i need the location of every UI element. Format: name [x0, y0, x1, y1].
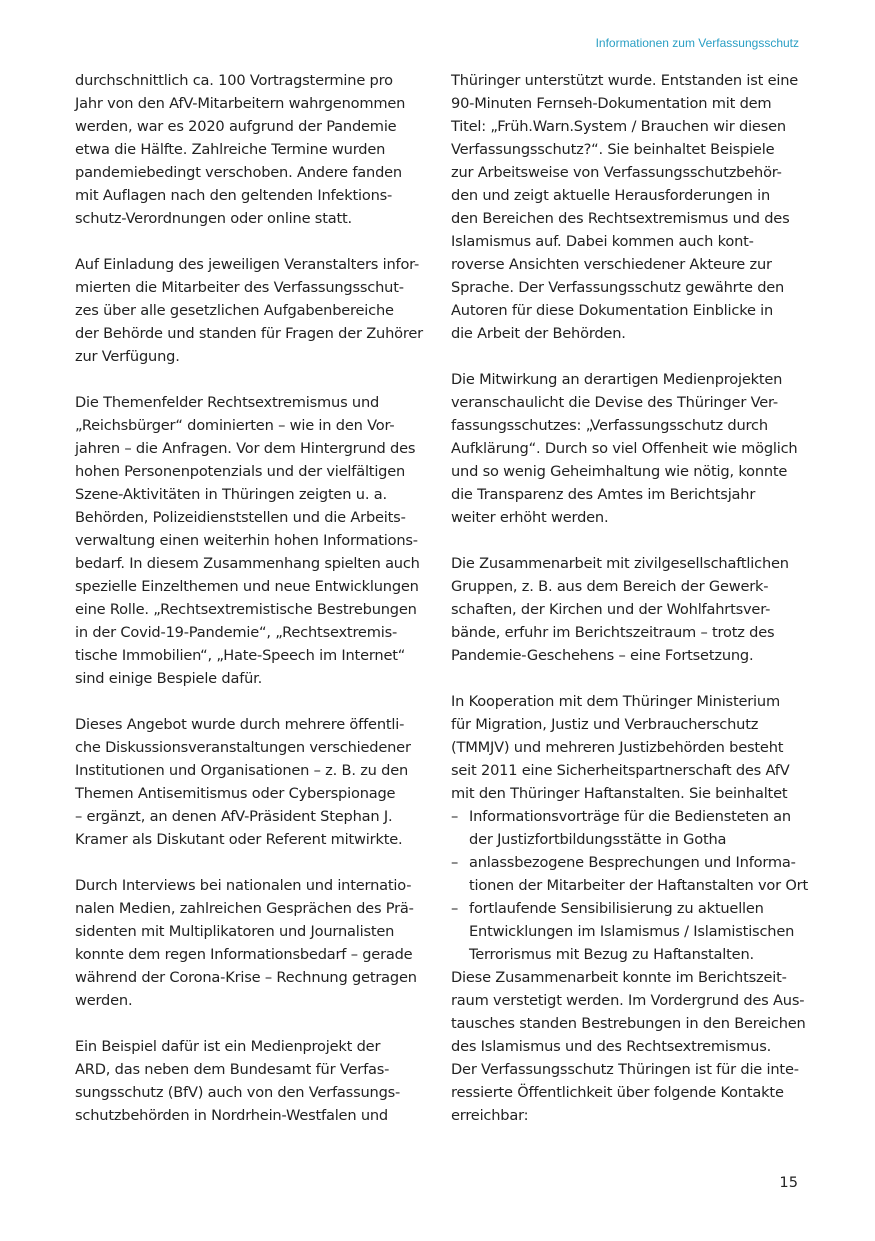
text-line: jahren – die Anfragen. Vor dem Hintergrund des [75, 440, 416, 457]
text-line: Jahr von den AfV-Mitarbeitern wahrgenommen [75, 95, 406, 112]
text-line: Die Themenfelder Rechtsextremismus und [75, 394, 380, 411]
text-line: anlassbezogene Besprechungen und Informa- [469, 854, 796, 871]
paragraph [75, 69, 427, 230]
paragraph [75, 253, 427, 368]
text-line: bände, erfuhr im Berichtszeitraum – trotz des [451, 624, 775, 641]
paragraph [451, 69, 803, 345]
text-line: erreichbar: [451, 1107, 529, 1124]
text-line: spezielle Einzelthemen und neue Entwicklungen [75, 578, 419, 595]
text-line: Durch Interviews bei nationalen und internatio- [75, 877, 412, 894]
text-line: Pandemie-Geschehens – eine Fortsetzung. [451, 647, 754, 664]
text-line: sidenten mit Multiplikatoren und Journalisten [75, 923, 395, 940]
text-line: Titel: „Früh.Warn.System / Brauchen wir diesen [451, 118, 786, 135]
text-line: während der Corona-Krise – Rechnung getragen [75, 969, 417, 986]
text-line: tionen der Mitarbeiter der Haftanstalten vor Ort [469, 877, 808, 894]
running-header: Informationen zum Verfassungsschutz [595, 36, 799, 50]
paragraph [451, 368, 803, 529]
text-line: durchschnittlich ca. 100 Vortragstermine pro [75, 72, 393, 89]
text-line: und so wenig Geheimhaltung wie nötig, konnte [451, 463, 788, 480]
text-line: Szene-Aktivitäten in Thüringen zeigten u. a. [75, 486, 387, 503]
text-line: pandemiebedingt verschoben. Andere fanden [75, 164, 402, 181]
text-line: tausches standen Bestrebungen in den Bereichen [451, 1015, 806, 1032]
paragraph [75, 1035, 427, 1127]
list-item [451, 805, 803, 851]
text-line: Der Verfassungsschutz Thüringen ist für die inte- [451, 1061, 799, 1078]
text-line: Informationsvorträge für die Bediensteten an [469, 808, 791, 825]
text-line: raum verstetigt werden. Im Vordergrund des Aus- [451, 992, 805, 1009]
text-line: zes über alle gesetzlichen Aufgabenbereiche [75, 302, 394, 319]
text-line: Verfassungsschutz?“. Sie beinhaltet Beispiele [451, 141, 775, 158]
text-line: „Reichsbürger“ dominierten – wie in den Vor- [75, 417, 395, 434]
text-line: Islamismus auf. Dabei kommen auch kont- [451, 233, 754, 250]
text-line: sungsschutz (BfV) auch von den Verfassungs- [75, 1084, 401, 1101]
text-line: – ergänzt, an denen AfV-Präsident Stephan J. [75, 808, 393, 825]
paragraph [75, 874, 427, 1012]
paragraph [75, 713, 427, 851]
text-line: bedarf. In diesem Zusammenhang spielten auch [75, 555, 420, 572]
page-number: 15 [779, 1174, 798, 1191]
paragraph [451, 552, 803, 667]
paragraph [451, 690, 803, 805]
text-line: Auf Einladung des jeweiligen Veranstalters infor- [75, 256, 420, 273]
text-line: nalen Medien, zahlreichen Gesprächen des Prä- [75, 900, 414, 917]
text-line: weiter erhöht werden. [451, 509, 609, 526]
text-line: Diese Zusammenarbeit konnte im Berichtszeit- [451, 969, 787, 986]
text-line: seit 2011 eine Sicherheitspartnerschaft des AfV [451, 762, 790, 779]
left-column [75, 69, 427, 1127]
paragraph [451, 1058, 803, 1127]
text-line: verwaltung einen weiterhin hohen Informations- [75, 532, 418, 549]
text-line: Dieses Angebot wurde durch mehrere öffentli- [75, 716, 405, 733]
text-line: mit Auflagen nach den geltenden Infektions- [75, 187, 393, 204]
paragraph [451, 966, 806, 1058]
text-line: In Kooperation mit dem Thüringer Ministerium [451, 693, 780, 710]
text-line: Die Zusammenarbeit mit zivilgesellschaftlichen [451, 555, 789, 572]
dash-bullet: – [451, 808, 459, 825]
text-line: hohen Personenpotenzials und der vielfältigen [75, 463, 406, 480]
text-line: Aufklärung“. Durch so viel Offenheit wie möglich [451, 440, 798, 457]
text-line: Themen Antisemitismus oder Cyberspionage [75, 785, 396, 802]
text-line: die Arbeit der Behörden. [451, 325, 626, 342]
text-line: Ein Beispiel dafür ist ein Medienprojekt der [75, 1038, 381, 1055]
text-line: Kramer als Diskutant oder Referent mitwirkte. [75, 831, 403, 848]
bullet-list [451, 805, 808, 966]
text-line: etwa die Hälfte. Zahlreiche Termine wurden [75, 141, 386, 158]
text-line: des Islamismus und des Rechtsextremismus. [451, 1038, 772, 1055]
text-line: den Bereichen des Rechtsextremismus und des [451, 210, 790, 227]
text-line: werden. [75, 992, 133, 1009]
text-line: Thüringer unterstützt wurde. Entstanden ist eine [451, 72, 799, 89]
text-line: der Behörde und standen für Fragen der Zuhörer [75, 325, 423, 342]
text-line: fortlaufende Sensibilisierung zu aktuellen [469, 900, 764, 917]
text-line: den und zeigt aktuelle Herausforderungen in [451, 187, 771, 204]
text-line: Autoren für diese Dokumentation Einblicke in [451, 302, 774, 319]
dash-bullet: – [451, 900, 459, 917]
text-line: che Diskussionsveranstaltungen verschiedener [75, 739, 411, 756]
text-line: roverse Ansichten verschiedener Akteure zur [451, 256, 772, 273]
text-line: für Migration, Justiz und Verbraucherschutz [451, 716, 759, 733]
text-line: ARD, das neben dem Bundesamt für Verfas- [75, 1061, 390, 1078]
text-line: mierten die Mitarbeiter des Verfassungsschut- [75, 279, 404, 296]
text-line: Sprache. Der Verfassungsschutz gewährte den [451, 279, 785, 296]
right-column [451, 69, 808, 1127]
list-item [451, 897, 803, 966]
text-line: die Transparenz des Amtes im Berichtsjahr [451, 486, 756, 503]
text-line: schutzbehörden in Nordrhein-Westfalen und [75, 1107, 388, 1124]
text-line: fassungsschutzes: „Verfassungsschutz durch [451, 417, 768, 434]
text-line: (TMMJV) und mehreren Justizbehörden besteht [451, 739, 784, 756]
text-line: mit den Thüringer Haftanstalten. Sie beinhaltet [451, 785, 788, 802]
list-item [451, 851, 808, 897]
text-line: Behörden, Polizeidienststellen und die Arbeits- [75, 509, 406, 526]
paragraph [75, 391, 427, 690]
text-line: Terrorismus mit Bezug zu Haftanstalten. [469, 946, 754, 963]
text-line: tische Immobilien“, „Hate-Speech im Internet“ [75, 647, 406, 664]
text-line: werden, war es 2020 aufgrund der Pandemie [75, 118, 397, 135]
dash-bullet: – [451, 854, 459, 871]
text-line: schaften, der Kirchen und der Wohlfahrtsver- [451, 601, 771, 618]
text-line: zur Verfügung. [75, 348, 180, 365]
text-line: Die Mitwirkung an derartigen Medienprojekten [451, 371, 783, 388]
text-line: in der Covid-19-Pandemie“, „Rechtsextremis- [75, 624, 398, 641]
text-line: ressierte Öffentlichkeit über folgende Kontakte [451, 1084, 784, 1101]
text-line: Institutionen und Organisationen – z. B. zu den [75, 762, 409, 779]
text-line: konnte dem regen Informationsbedarf – gerade [75, 946, 413, 963]
text-line: veranschaulicht die Devise des Thüringer Ver- [451, 394, 778, 411]
text-line: 90-Minuten Fernseh-Dokumentation mit dem [451, 95, 772, 112]
text-line: Entwicklungen im Islamismus / Islamistischen [469, 923, 795, 940]
text-line: sind einige Bespiele dafür. [75, 670, 263, 687]
text-line: der Justizfortbildungsstätte in Gotha [469, 831, 727, 848]
text-line: schutz-Verordnungen oder online statt. [75, 210, 352, 227]
text-line: Gruppen, z. B. aus dem Bereich der Gewerk- [451, 578, 769, 595]
text-line: eine Rolle. „Rechtsextremistische Bestrebungen [75, 601, 417, 618]
text-line: zur Arbeitsweise von Verfassungsschutzbehör- [451, 164, 782, 181]
